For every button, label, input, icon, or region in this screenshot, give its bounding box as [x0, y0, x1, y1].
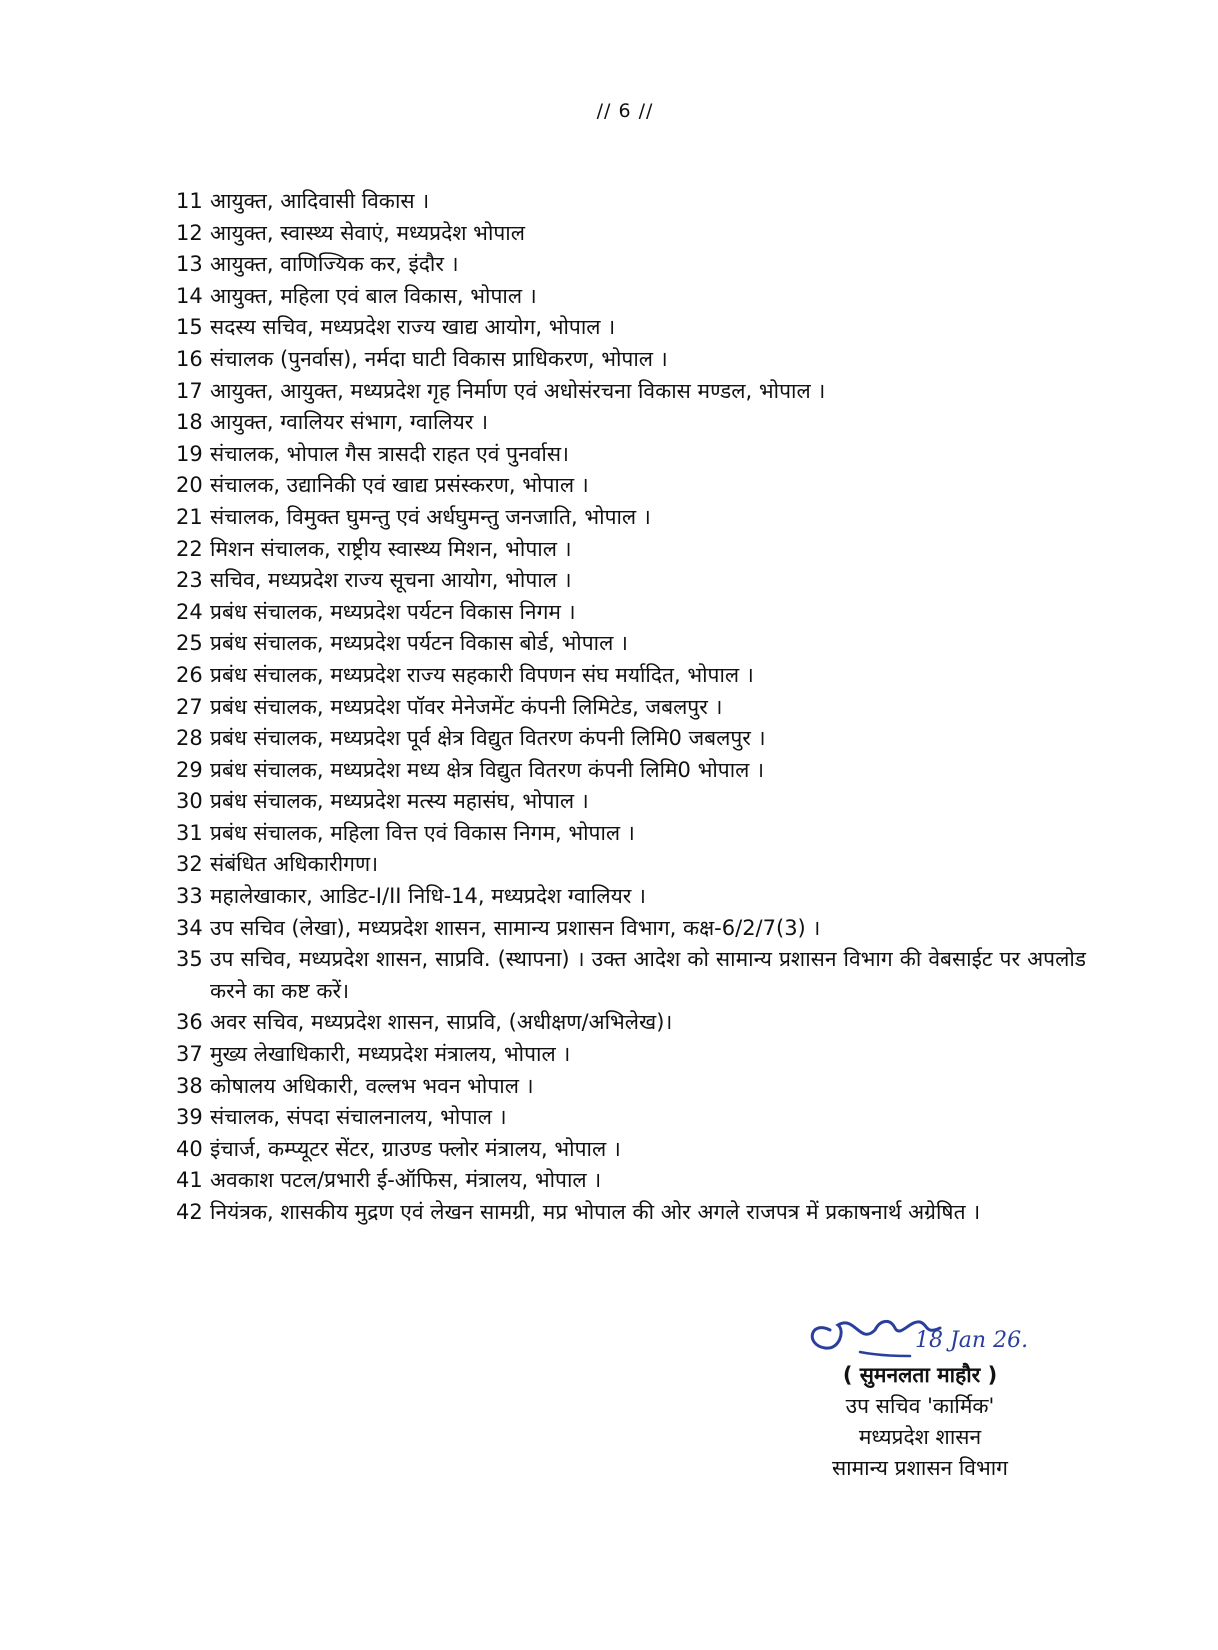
list-item-text: नियंत्रक, शासकीय मुद्रण एवं लेखन सामग्री, मप्र भोपाल की ओर अगले राजपत्र में प्रकाषनार्थ अग्रेषित । [210, 1200, 981, 1224]
list-item-text: संचालक (पुनर्वास), नर्मदा घाटी विकास प्राधिकरण, भोपाल । [210, 346, 668, 371]
list-item [176, 1039, 1086, 1071]
list-item-text: संचालक, विमुक्त घुमन्तु एवं अर्धघुमन्तु जनजाति, भोपाल । [210, 504, 651, 529]
list-item [176, 407, 1086, 439]
signature-date: 18 Jan 26. [915, 1328, 1029, 1353]
list-item-text: आयुक्त, आयुक्त, मध्यप्रदेश गृह निर्माण एवं अधोसंरचना विकास मण्डल, भोपाल । [210, 378, 826, 403]
list-item-text: प्रबंध संचालक, मध्यप्रदेश मध्य क्षेत्र विद्युत वितरण कंपनी लिमि0 भोपाल । [210, 757, 765, 782]
list-item [176, 218, 1086, 250]
list-item [176, 1134, 1086, 1166]
list-item-text: इंचार्ज, कम्प्यूटर सेंटर, ग्राउण्ड फ्लोर मंत्रालय, भोपाल । [210, 1136, 621, 1161]
list-item [176, 312, 1086, 344]
list-item [176, 534, 1086, 566]
list-item [176, 439, 1086, 471]
list-item-number: 39 [176, 1105, 203, 1130]
list-item [176, 660, 1086, 692]
list-item [176, 755, 1086, 787]
list-item [176, 818, 1086, 850]
list-item-number: 20 [176, 473, 203, 498]
list-item-number: 26 [176, 662, 203, 687]
list-item-text: उप सचिव, मध्यप्रदेश शासन, साप्रवि. (स्थापना) । उक्त आदेश को सामान्य प्रशासन विभाग की वेबसाईट पर अपलोड करने का कष्ट करें। [210, 947, 1086, 1003]
list-item-number: 29 [176, 757, 203, 782]
list-item-number: 21 [176, 504, 203, 529]
list-item-text: महालेखाकार, आडिट-I/II निधि-14, मध्यप्रदेश ग्वालियर । [210, 884, 647, 909]
list-item-number: 18 [176, 410, 203, 435]
list-item-number: 11 [176, 189, 203, 213]
list-item-text: उप सचिव (लेखा), मध्यप्रदेश शासन, सामान्य प्रशासन विभाग, कक्ष-6/2/7(3) । [210, 915, 821, 940]
list-item-text: प्रबंध संचालक, मध्यप्रदेश पॉवर मेनेजमेंट कंपनी लिमिटेड, जबलपुर । [210, 694, 723, 719]
list-item-number: 13 [176, 252, 203, 277]
list-item-number: 40 [176, 1136, 203, 1161]
signatory-government: मध्यप्रदेश शासन [858, 1425, 982, 1449]
list-item [176, 249, 1086, 281]
list-item-number: 28 [176, 726, 203, 751]
list-item-number: 37 [176, 1042, 203, 1067]
list-item [176, 944, 1086, 1007]
list-item-number: 16 [176, 346, 203, 371]
list-item-text: प्रबंध संचालक, मध्यप्रदेश राज्य सहकारी विपणन संघ मर्यादित, भोपाल । [210, 662, 754, 687]
list-item-text: प्रबंध संचालक, महिला वित्त एवं विकास निगम, भोपाल । [210, 820, 635, 845]
list-item [176, 186, 1086, 218]
list-item [176, 470, 1086, 502]
list-item [176, 597, 1086, 629]
list-item-text: आयुक्त, ग्वालियर संभाग, ग्वालियर । [210, 410, 489, 435]
list-item-number: 25 [176, 631, 203, 656]
list-item-number: 12 [176, 220, 203, 245]
list-item-text: अवर सचिव, मध्यप्रदेश शासन, साप्रवि, (अधीक्षण/अभिलेख)। [210, 1010, 673, 1035]
list-item-number: 27 [176, 694, 203, 719]
list-item-number: 41 [176, 1168, 203, 1193]
list-item-text: प्रबंध संचालक, मध्यप्रदेश पूर्व क्षेत्र विद्युत वितरण कंपनी लिमि0 जबलपुर । [210, 726, 766, 751]
signatory-block [780, 1360, 1060, 1484]
list-item-number: 34 [176, 915, 203, 940]
list-item-number: 14 [176, 283, 203, 308]
signatory-department: सामान्य प्रशासन विभाग [831, 1456, 1009, 1480]
list-item-number: 17 [176, 378, 203, 403]
list-item-text: सचिव, मध्यप्रदेश राज्य सूचना आयोग, भोपाल । [210, 568, 572, 593]
distribution-list [176, 186, 1086, 1229]
list-item-number: 38 [176, 1073, 203, 1098]
list-item-number: 33 [176, 884, 203, 909]
list-item-text: कोषालय अधिकारी, वल्लभ भवन भोपाल । [210, 1073, 534, 1098]
list-item-text: संचालक, संपदा संचालनालय, भोपाल । [210, 1105, 507, 1130]
list-item-number: 15 [176, 315, 203, 340]
list-item-number: 30 [176, 789, 203, 814]
list-item-text: आयुक्त, महिला एवं बाल विकास, भोपाल । [210, 283, 537, 308]
list-item-text: आयुक्त, वाणिज्यिक कर, इंदौर । [210, 252, 459, 277]
list-item [176, 881, 1086, 913]
list-item [176, 786, 1086, 818]
list-item-text: आयुक्त, आदिवासी विकास । [210, 189, 430, 213]
list-item [176, 502, 1086, 534]
list-item-number: 23 [176, 568, 203, 593]
list-item [176, 723, 1086, 755]
signatory-designation: उप सचिव 'कार्मिक' [845, 1394, 995, 1418]
list-item [176, 913, 1086, 945]
list-item-text: आयुक्त, स्वास्थ्य सेवाएं, मध्यप्रदेश भोपाल [210, 220, 525, 245]
list-item-text: मुख्य लेखाधिकारी, मध्यप्रदेश मंत्रालय, भोपाल । [210, 1042, 571, 1067]
list-item-number: 19 [176, 441, 203, 466]
list-item [176, 565, 1086, 597]
list-item-number: 22 [176, 536, 203, 561]
signatory-name: ( सुमनलता माहौर ) [842, 1363, 998, 1387]
list-item-number: 32 [176, 852, 203, 877]
list-item-text: प्रबंध संचालक, मध्यप्रदेश मत्स्य महासंघ, भोपाल । [210, 789, 589, 814]
list-item-number: 42 [176, 1200, 203, 1224]
list-item-text: संचालक, भोपाल गैस त्रासदी राहत एवं पुनर्वास। [210, 441, 569, 466]
list-item [176, 692, 1086, 724]
page-number: // 6 // [596, 100, 654, 122]
list-item [176, 1197, 1086, 1229]
list-item-text: अवकाश पटल/प्रभारी ई-ऑफिस, मंत्रालय, भोपाल । [210, 1168, 602, 1193]
list-item [176, 344, 1086, 376]
list-item-number: 35 [176, 947, 203, 972]
list-item [176, 628, 1086, 660]
list-item-number: 24 [176, 599, 203, 624]
list-item-number: 31 [176, 820, 203, 845]
list-item-text: प्रबंध संचालक, मध्यप्रदेश पर्यटन विकास निगम । [210, 599, 576, 624]
list-item [176, 1007, 1086, 1039]
list-item-text: संचालक, उद्यानिकी एवं खाद्य प्रसंस्करण, भोपाल । [210, 473, 589, 498]
list-item-text: प्रबंध संचालक, मध्यप्रदेश पर्यटन विकास बोर्ड, भोपाल । [210, 631, 628, 656]
list-item-text: संबंधित अधिकारीगण। [210, 852, 379, 877]
list-item [176, 281, 1086, 313]
list-item [176, 1071, 1086, 1103]
list-item-text: मिशन संचालक, राष्ट्रीय स्वास्थ्य मिशन, भोपाल । [210, 536, 572, 561]
list-item [176, 376, 1086, 408]
list-item-text: सदस्य सचिव, मध्यप्रदेश राज्य खाद्य आयोग, भोपाल । [210, 315, 616, 340]
list-item [176, 1102, 1086, 1134]
list-item-number: 36 [176, 1010, 203, 1035]
list-item [176, 1165, 1086, 1197]
list-item [176, 849, 1086, 881]
